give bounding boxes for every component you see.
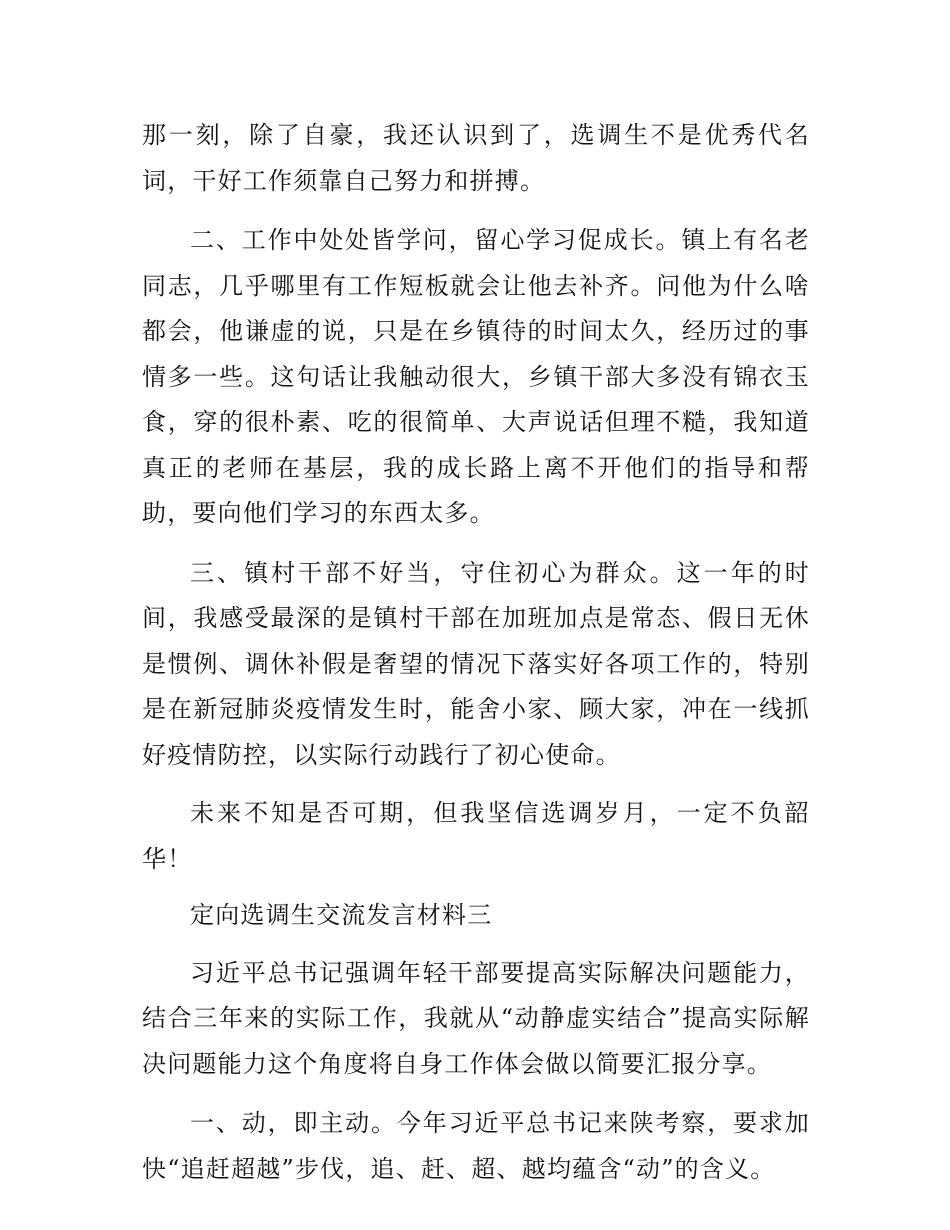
paragraph-4: 未来不知是否可期，但我坚信选调岁月，一定不负韶华！ xyxy=(142,799,810,873)
document-body xyxy=(142,113,810,1192)
paragraph-3: 三、镇村干部不好当，守住初心为群众。这一年的时间，我感受最深的是镇村干部在加班加点是常态、假日无休是惯例、调休补假是奢望的情况下落实好各项工作的，特别是在新冠肺炎疫情发生时，能舍小家、顾大家，冲在一线抓好疫情防控，以实际行动践行了初心使命。 xyxy=(142,558,810,769)
paragraph-1: 那一刻，除了自豪，我还认识到了，选调生不是优秀代名词，干好工作须靠自己努力和拼搏。 xyxy=(142,121,810,195)
paragraph-2: 二、工作中处处皆学问，留心学习促成长。镇上有名老同志，几乎哪里有工作短板就会让他去补齐。问他为什么啥都会，他谦虚的说，只是在乡镇待的时间太久，经历过的事情多一些。这句话让我触动很大，乡镇干部大多没有锦衣玉食，穿的很朴素、吃的很简单、大声说话但理不糙，我知道真正的老师在基层，我的成长路上离不开他们的指导和帮助，要向他们学习的东西太多。 xyxy=(142,226,810,527)
paragraph-7: 一、动，即主动。今年习近平总书记来陕考察，要求加快“追赶超越”步伐，追、赶、超、越均蕴含“动”的含义。 xyxy=(142,1109,810,1183)
section-heading: 定向选调生交流发言材料三 xyxy=(190,901,493,929)
paragraph-6: 习近平总书记强调年轻干部要提高实际解决问题能力，结合三年来的实际工作，我就从“动静虚实结合”提高实际解决问题能力这个角度将自身工作体会做以简要汇报分享。 xyxy=(142,958,810,1078)
